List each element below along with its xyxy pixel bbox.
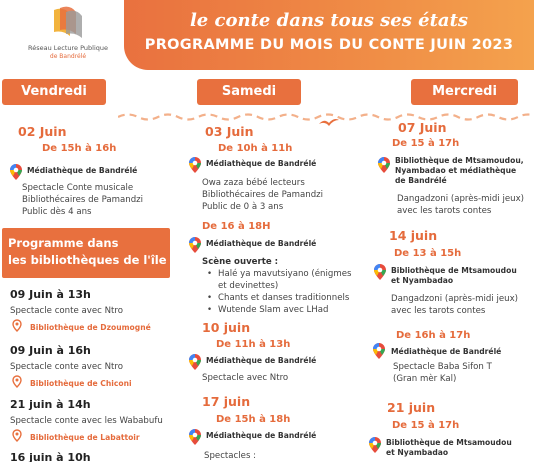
map-pin-icon <box>189 354 201 370</box>
island-event-date: 09 Juin à 13h <box>10 288 91 301</box>
wednesday-date: 07 Juin <box>398 120 447 135</box>
day-tab-saturday: Samedi <box>197 79 301 105</box>
saturday-time: De 11h à 13h <box>216 339 291 350</box>
logo-subtext: de Bandrélé <box>49 53 87 60</box>
island-title-line: Programme dans <box>8 236 119 250</box>
island-event-date: 16 juin à 10h <box>10 451 91 462</box>
wednesday-venue: Bibliothèque de Mtsamoudou, <box>395 156 524 165</box>
wednesday-date: 21 juin <box>387 400 436 415</box>
wednesday-venue: de Bandrélé <box>395 176 447 185</box>
island-event-venue: Bibliothèque de Chiconi <box>30 379 132 388</box>
wednesday-venue: et Nyambadao <box>391 276 454 285</box>
scene-item: et devinettes) <box>218 281 279 291</box>
saturday-time: De 16 à 18H <box>202 221 271 232</box>
island-event-venue: Bibliothèque de Dzoumogné <box>30 323 151 332</box>
wednesday-desc-line: Dangadzoni (après-midi jeux) <box>397 194 525 204</box>
wednesday-desc-line: Dangadzoni (après-midi jeux) <box>391 294 519 304</box>
saturday-desc-line: Public de 0 à 3 ans <box>202 202 284 212</box>
wednesday-venue: Nyambadao et médiathèque <box>395 166 517 175</box>
friday-date: 02 Juin <box>18 124 67 139</box>
wednesday-venue: et Nyambadao <box>386 448 449 457</box>
map-pin-icon <box>369 437 381 453</box>
map-pin-icon <box>189 157 201 173</box>
scene-bullet: • <box>207 269 213 279</box>
island-event-venue: Bibliothèque de Labattoir <box>30 433 140 442</box>
outline-map-pin-icon <box>12 319 22 332</box>
wednesday-venue: Bibliothèque de Mtsamoudou <box>391 266 517 275</box>
friday-desc-line: Spectacle Conte musicale <box>22 183 134 193</box>
saturday-desc-line: Owa zaza bébé lecteurs <box>202 178 305 188</box>
outline-map-pin-icon <box>12 375 22 388</box>
scene-item: Wutende Slam avec LHad <box>218 305 329 315</box>
map-pin-icon <box>189 237 201 253</box>
bird-icon <box>318 116 340 128</box>
friday-desc-line: Public dès 4 ans <box>22 207 92 217</box>
logo-text: Réseau Lecture Publique <box>27 44 109 52</box>
island-title-line: les bibliothèques de l'île <box>8 253 167 267</box>
friday-desc-line: Bibliothécaires de Pamandzi <box>22 195 144 205</box>
banner-title: le conte dans tous ses états <box>189 10 469 31</box>
wednesday-time: De 16h à 17h <box>396 330 471 341</box>
outline-map-pin-icon <box>12 429 22 442</box>
saturday-date: 10 juin <box>202 320 251 335</box>
wednesday-desc-line: avec les tarots contes <box>391 306 486 316</box>
scene-bullet: • <box>207 293 213 303</box>
title-banner <box>124 0 534 70</box>
saturday-venue: Médiathèque de Bandrélé <box>206 356 317 365</box>
saturday-date: 17 juin <box>202 394 251 409</box>
island-event-desc: Spectacle conte avec les Wababufu <box>10 416 163 426</box>
friday-time: De 15h à 16h <box>42 143 117 154</box>
wednesday-time: De 15 à 17h <box>392 138 460 149</box>
saturday-date: 03 Juin <box>205 124 254 139</box>
wednesday-desc-line: avec les tarots contes <box>397 206 492 216</box>
saturday-venue: Médiathèque de Bandrélé <box>206 159 317 168</box>
wednesday-venue: Bibliothèque de Mtsamoudou <box>386 438 512 447</box>
wednesday-time: De 13 à 15h <box>394 248 462 259</box>
island-event-desc: Spectacle conte avec Ntro <box>10 306 124 316</box>
saturday-venue: Médiathèque de Bandrélé <box>206 239 317 248</box>
header <box>0 0 534 70</box>
island-event-desc: Spectacle conte avec Ntro <box>10 362 124 372</box>
day-tab-wednesday: Mercredi <box>411 79 518 105</box>
island-event-date: 21 juin à 14h <box>10 398 91 411</box>
scene-bullet: • <box>207 305 213 315</box>
island-event-date: 09 Juin à 16h <box>10 344 91 357</box>
book-logo-icon <box>48 6 88 40</box>
wednesday-date: 14 juin <box>389 228 438 243</box>
saturday-desc-line: Bibliothécaires de Pamandzi <box>202 190 324 200</box>
wednesday-desc-line: (Gran mèr Kal) <box>393 374 457 384</box>
map-pin-icon <box>374 264 386 280</box>
saturday-desc-line: Spectacles : <box>204 451 257 461</box>
logo <box>20 6 116 68</box>
scene-item: Halé ya mavutsiyano (énigmes <box>218 269 352 279</box>
saturday-time: De 15h à 18h <box>216 414 291 425</box>
banner-subtitle: PROGRAMME DU MOIS DU CONTE JUIN 2023 <box>144 37 514 53</box>
wednesday-venue: Médiathèque de Bandrélé <box>391 347 502 356</box>
map-pin-icon <box>378 157 390 173</box>
map-pin-icon <box>189 429 201 445</box>
island-programme-box <box>2 228 170 278</box>
wednesday-time: De 15 à 17h <box>392 420 460 431</box>
day-tab-friday: Vendredi <box>2 79 106 105</box>
saturday-venue: Médiathèque de Bandrélé <box>206 431 317 440</box>
scene-title: Scène ouverte : <box>202 257 279 267</box>
map-pin-icon <box>10 164 22 180</box>
saturday-time: De 10h à 11h <box>218 143 293 154</box>
map-pin-icon <box>373 343 385 359</box>
wednesday-desc-line: Spectacle Baba Sifon T <box>393 362 492 372</box>
saturday-desc-line: Spectacle avec Ntro <box>202 373 289 383</box>
scene-item: Chants et danses traditionnels <box>218 293 350 303</box>
friday-venue: Médiathèque de Bandrélé <box>27 166 138 175</box>
